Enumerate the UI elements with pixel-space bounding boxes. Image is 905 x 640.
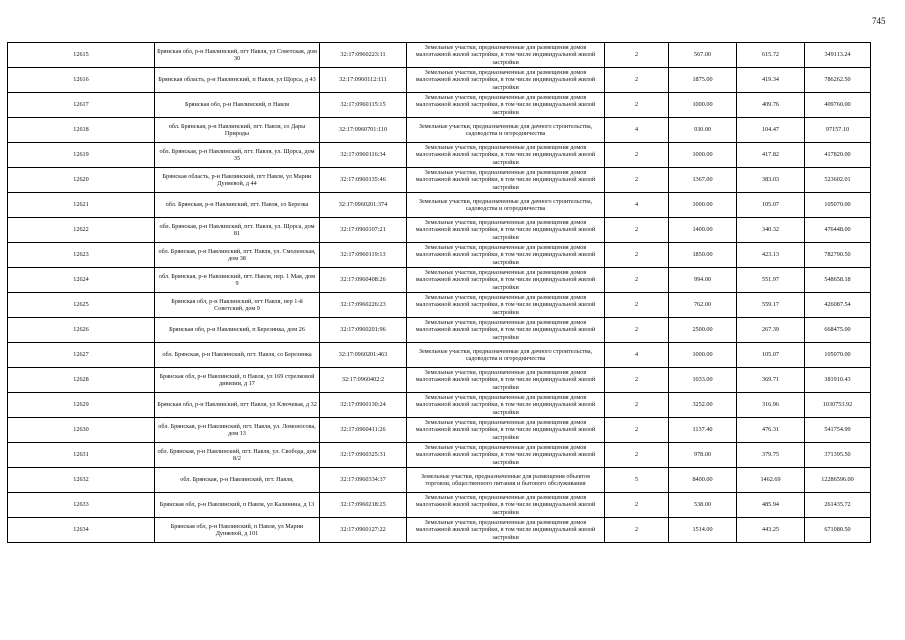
row-number: 12629 [8, 393, 155, 418]
specific-value-cell: 340.32 [737, 218, 805, 243]
use-group-cell: 2 [605, 43, 669, 68]
specific-value-cell: 1462.69 [737, 468, 805, 493]
table-row [8, 318, 871, 343]
area-cell: 3252.00 [669, 393, 737, 418]
use-group-cell: 2 [605, 393, 669, 418]
row-number: 12616 [8, 68, 155, 93]
table-row [8, 118, 871, 143]
cadastral-value-cell: 371395.50 [805, 443, 871, 468]
use-group-cell: 2 [605, 318, 669, 343]
cadastral-number-cell: 32:17:0960107:21 [320, 218, 407, 243]
row-number: 12633 [8, 493, 155, 518]
area-cell: 930.00 [669, 118, 737, 143]
area-cell: 1850.00 [669, 243, 737, 268]
address-cell: Брянская обл, р-н Навлинский, пгт Навля, пер 1-й Советский, дом 9 [155, 293, 320, 318]
use-group-cell: 2 [605, 68, 669, 93]
cadastral-value-cell: 523602.01 [805, 168, 871, 193]
specific-value-cell: 551.97 [737, 268, 805, 293]
cadastral-number-cell: 32:17:0960223:11 [320, 43, 407, 68]
cadastral-value-cell: 786262.50 [805, 68, 871, 93]
row-number: 12619 [8, 143, 155, 168]
table-row [8, 293, 871, 318]
cadastral-value-cell: 671080.50 [805, 518, 871, 543]
land-use-cell: Земельные участки, предназначенные для размещения домов малоэтажной жилой застройки, в том числе индивидуальной жилой застройки [407, 93, 605, 118]
use-group-cell: 2 [605, 243, 669, 268]
row-number: 12631 [8, 443, 155, 468]
land-use-cell: Земельные участки, предназначенные для размещения домов малоэтажной жилой застройки, в том числе индивидуальной жилой застройки [407, 518, 605, 543]
area-cell: 2500.00 [669, 318, 737, 343]
row-number: 12620 [8, 168, 155, 193]
table-row [8, 368, 871, 393]
cadastral-number-cell: 32:17:0960334:37 [320, 468, 407, 493]
cadastral-value-cell: 476448.00 [805, 218, 871, 243]
area-cell: 567.00 [669, 43, 737, 68]
area-cell: 1137.40 [669, 418, 737, 443]
cadastral-value-cell: 548658.18 [805, 268, 871, 293]
table-row [8, 143, 871, 168]
land-use-cell: Земельные участки, предназначенные для размещения домов малоэтажной жилой застройки, в том числе индивидуальной жилой застройки [407, 243, 605, 268]
use-group-cell: 2 [605, 518, 669, 543]
cadastral-value-cell: 782790.50 [805, 243, 871, 268]
cadastral-number-cell: 32:17:0960201:96 [320, 318, 407, 343]
use-group-cell: 2 [605, 268, 669, 293]
table-row [8, 93, 871, 118]
cadastral-number-cell: 32:17:0960135:46 [320, 168, 407, 193]
row-number: 12624 [8, 268, 155, 293]
area-cell: 1400.00 [669, 218, 737, 243]
cadastral-value-cell: 97157.10 [805, 118, 871, 143]
land-use-cell: Земельные участки, предназначенные для размещения домов малоэтажной жилой застройки, в том числе индивидуальной жилой застройки [407, 43, 605, 68]
use-group-cell: 2 [605, 143, 669, 168]
address-cell: Брянская обл, р-н Навлинский, п Березинка, дом 26 [155, 318, 320, 343]
specific-value-cell: 316.96 [737, 393, 805, 418]
area-cell: 762.00 [669, 293, 737, 318]
row-number: 12623 [8, 243, 155, 268]
specific-value-cell: 409.76 [737, 93, 805, 118]
table-row [8, 218, 871, 243]
land-use-cell: Земельные участки, предназначенные для размещения домов малоэтажной жилой застройки, в том числе индивидуальной жилой застройки [407, 268, 605, 293]
cadastral-number-cell: 32:17:0960127:22 [320, 518, 407, 543]
address-cell: Брянская обл, р-н Навлинский, п Навля [155, 93, 320, 118]
address-cell: обл. Брянская, р-н Навлинский, пгт. Навля, пер. 1 Мая, дом 9 [155, 268, 320, 293]
cadastral-number-cell: 32:17:0960119:13 [320, 243, 407, 268]
row-number: 12626 [8, 318, 155, 343]
address-cell: Брянская область, р-н Навлинский, пгт Навля, ул Марии Дуняевой, д 44 [155, 168, 320, 193]
cadastral-number-cell: 32:17:0960218:25 [320, 493, 407, 518]
cadastral-number-cell: 32:17:0960116:34 [320, 143, 407, 168]
land-use-cell: Земельные участки, предназначенные для размещения домов малоэтажной жилой застройки, в том числе индивидуальной жилой застройки [407, 493, 605, 518]
land-use-cell: Земельные участки, предназначенные для дачного строительства, садоводства и огородничества [407, 193, 605, 218]
row-number: 12615 [8, 43, 155, 68]
area-cell: 1000.00 [669, 93, 737, 118]
land-use-cell: Земельные участки, предназначенные для дачного строительства, садоводства и огородничества [407, 118, 605, 143]
cadastral-value-cell: 426087.54 [805, 293, 871, 318]
use-group-cell: 2 [605, 93, 669, 118]
address-cell: Брянская обл, р-н Навлинский, пгт Навля, ул Ключевая, д 32 [155, 393, 320, 418]
land-use-cell: Земельные участки, предназначенные для размещения домов малоэтажной жилой застройки, в том числе индивидуальной жилой застройки [407, 143, 605, 168]
area-cell: 1033.00 [669, 368, 737, 393]
specific-value-cell: 383.03 [737, 168, 805, 193]
land-use-cell: Земельные участки, предназначенные для размещения домов малоэтажной жилой застройки, в том числе индивидуальной жилой застройки [407, 318, 605, 343]
address-cell: обл. Брянская, р-н Навлинский, пгт. Навля, ул. Свобода, дом 8/2 [155, 443, 320, 468]
specific-value-cell: 559.17 [737, 293, 805, 318]
use-group-cell: 5 [605, 468, 669, 493]
cadastral-value-cell: 409760.00 [805, 93, 871, 118]
address-cell: Брянская обл, р-н Навлинский, п Навля, ул 169 стрелковой дивизии, д 17 [155, 368, 320, 393]
table-row [8, 168, 871, 193]
use-group-cell: 4 [605, 193, 669, 218]
cadastral-value-cell: 105070.00 [805, 193, 871, 218]
row-number: 12618 [8, 118, 155, 143]
table-row [8, 43, 871, 68]
specific-value-cell: 105.07 [737, 343, 805, 368]
specific-value-cell: 417.82 [737, 143, 805, 168]
land-use-cell: Земельные участки, предназначенные для размещения домов малоэтажной жилой застройки, в том числе индивидуальной жилой застройки [407, 293, 605, 318]
address-cell: обл. Брянская, р-н Навлинский, пгт. Навля, со Березка [155, 193, 320, 218]
land-use-cell: Земельные участки, предназначенные для размещения домов малоэтажной жилой застройки, в том числе индивидуальной жилой застройки [407, 443, 605, 468]
specific-value-cell: 267.39 [737, 318, 805, 343]
land-use-cell: Земельные участки, предназначенные для размещения домов малоэтажной жилой застройки, в том числе индивидуальной жилой застройки [407, 368, 605, 393]
address-cell: Брянская область, р-н Навлинский, п Навля, ул Щорса, д 43 [155, 68, 320, 93]
land-use-cell: Земельные участки, предназначенные для размещения домов малоэтажной жилой застройки, в том числе индивидуальной жилой застройки [407, 218, 605, 243]
use-group-cell: 2 [605, 418, 669, 443]
cadastral-number-cell: 32:17:0960226:23 [320, 293, 407, 318]
address-cell: обл. Брянская, р-н Навлинский, пгт. Навля, ул. Ломоносова, дом 13 [155, 418, 320, 443]
address-cell: обл. Брянская, р-н Навлинский, пгт. Навля, ул. Смоленская, дом 38 [155, 243, 320, 268]
land-use-cell: Земельные участки, предназначенные для размещения домов малоэтажной жилой застройки, в том числе индивидуальной жилой застройки [407, 418, 605, 443]
address-cell: обл. Брянская, р-н Навлинский, пгт. Навля, со Березинка [155, 343, 320, 368]
address-cell: обл. Брянская, р-н Навлинский, пгт. Навля, со Дары Природы [155, 118, 320, 143]
cadastral-number-cell: 32:17:0960402:2 [320, 368, 407, 393]
cadastral-number-cell: 32:17:0960201:374 [320, 193, 407, 218]
cadastral-value-cell: 417820.00 [805, 143, 871, 168]
row-number: 12621 [8, 193, 155, 218]
table-row [8, 418, 871, 443]
specific-value-cell: 379.75 [737, 443, 805, 468]
use-group-cell: 2 [605, 443, 669, 468]
cadastral-value-table [7, 42, 871, 543]
row-number: 12627 [8, 343, 155, 368]
specific-value-cell: 104.47 [737, 118, 805, 143]
address-cell: обл. Брянская, р-н Навлинский, пгт. Навля, ул. Щорса, дом 81 [155, 218, 320, 243]
land-use-cell: Земельные участки, предназначенные для размещения объектов торговли, общественного питания и бытового обслуживания [407, 468, 605, 493]
area-cell: 978.00 [669, 443, 737, 468]
area-cell: 1000.00 [669, 343, 737, 368]
cadastral-value-cell: 381910.43 [805, 368, 871, 393]
cadastral-number-cell: 32:17:0960201:463 [320, 343, 407, 368]
cadastral-number-cell: 32:17:0960325:31 [320, 443, 407, 468]
page-number: 745 [872, 16, 886, 26]
row-number: 12617 [8, 93, 155, 118]
cadastral-value-cell: 541754.99 [805, 418, 871, 443]
area-cell: 1367.00 [669, 168, 737, 193]
use-group-cell: 2 [605, 493, 669, 518]
specific-value-cell: 423.13 [737, 243, 805, 268]
specific-value-cell: 369.71 [737, 368, 805, 393]
table-body [8, 43, 871, 543]
specific-value-cell: 443.25 [737, 518, 805, 543]
table-row [8, 343, 871, 368]
row-number: 12622 [8, 218, 155, 243]
use-group-cell: 2 [605, 168, 669, 193]
cadastral-value-cell: 1030753.92 [805, 393, 871, 418]
row-number: 12628 [8, 368, 155, 393]
table-row [8, 268, 871, 293]
cadastral-number-cell: 32:17:0960408:26 [320, 268, 407, 293]
cadastral-value-cell: 261435.72 [805, 493, 871, 518]
use-group-cell: 4 [605, 343, 669, 368]
table-row [8, 243, 871, 268]
use-group-cell: 2 [605, 368, 669, 393]
row-number: 12634 [8, 518, 155, 543]
cadastral-value-cell: 349113.24 [805, 43, 871, 68]
use-group-cell: 2 [605, 218, 669, 243]
address-cell: Брянская обл, р-н Навлинский, п Навля, ул Марии Дуняевой, д 101 [155, 518, 320, 543]
area-cell: 538.00 [669, 493, 737, 518]
land-use-cell: Земельные участки, предназначенные для дачного строительства, садоводства и огородничества [407, 343, 605, 368]
area-cell: 994.00 [669, 268, 737, 293]
area-cell: 1514.00 [669, 518, 737, 543]
cadastral-value-cell: 668475.00 [805, 318, 871, 343]
table-row [8, 518, 871, 543]
address-cell: обл. Брянская, р-н Навлинский, пгт. Навля, ул. Щорса, дом 35 [155, 143, 320, 168]
row-number: 12625 [8, 293, 155, 318]
row-number: 12632 [8, 468, 155, 493]
table-row [8, 393, 871, 418]
land-use-cell: Земельные участки, предназначенные для размещения домов малоэтажной жилой застройки, в том числе индивидуальной жилой застройки [407, 393, 605, 418]
use-group-cell: 4 [605, 118, 669, 143]
specific-value-cell: 419.34 [737, 68, 805, 93]
cadastral-value-cell: 12286596.00 [805, 468, 871, 493]
area-cell: 1000.00 [669, 143, 737, 168]
cadastral-number-cell: 32:17:0960701:110 [320, 118, 407, 143]
use-group-cell: 2 [605, 293, 669, 318]
table-row [8, 493, 871, 518]
area-cell: 1875.00 [669, 68, 737, 93]
cadastral-value-cell: 105070.00 [805, 343, 871, 368]
table-row [8, 468, 871, 493]
cadastral-number-cell: 32:17:0960112:111 [320, 68, 407, 93]
specific-value-cell: 485.94 [737, 493, 805, 518]
land-use-cell: Земельные участки, предназначенные для размещения домов малоэтажной жилой застройки, в том числе индивидуальной жилой застройки [407, 68, 605, 93]
specific-value-cell: 105.07 [737, 193, 805, 218]
address-cell: Брянская обл, р-н Навлинский, п Навля, ул Калинина, д 13 [155, 493, 320, 518]
land-use-cell: Земельные участки, предназначенные для размещения домов малоэтажной жилой застройки, в том числе индивидуальной жилой застройки [407, 168, 605, 193]
cadastral-number-cell: 32:17:0960130:24 [320, 393, 407, 418]
cadastral-number-cell: 32:17:0960115:15 [320, 93, 407, 118]
cadastral-number-cell: 32:17:0960411:26 [320, 418, 407, 443]
table-row [8, 193, 871, 218]
area-cell: 8400.00 [669, 468, 737, 493]
table-row [8, 443, 871, 468]
address-cell: обл. Брянская, р-н Навлинский, пгт. Навля, [155, 468, 320, 493]
table-row [8, 68, 871, 93]
row-number: 12630 [8, 418, 155, 443]
area-cell: 1000.00 [669, 193, 737, 218]
specific-value-cell: 476.31 [737, 418, 805, 443]
specific-value-cell: 615.72 [737, 43, 805, 68]
address-cell: Брянская обл, р-н Навлинский, пгт Навля, ул Советская, дом 30 [155, 43, 320, 68]
